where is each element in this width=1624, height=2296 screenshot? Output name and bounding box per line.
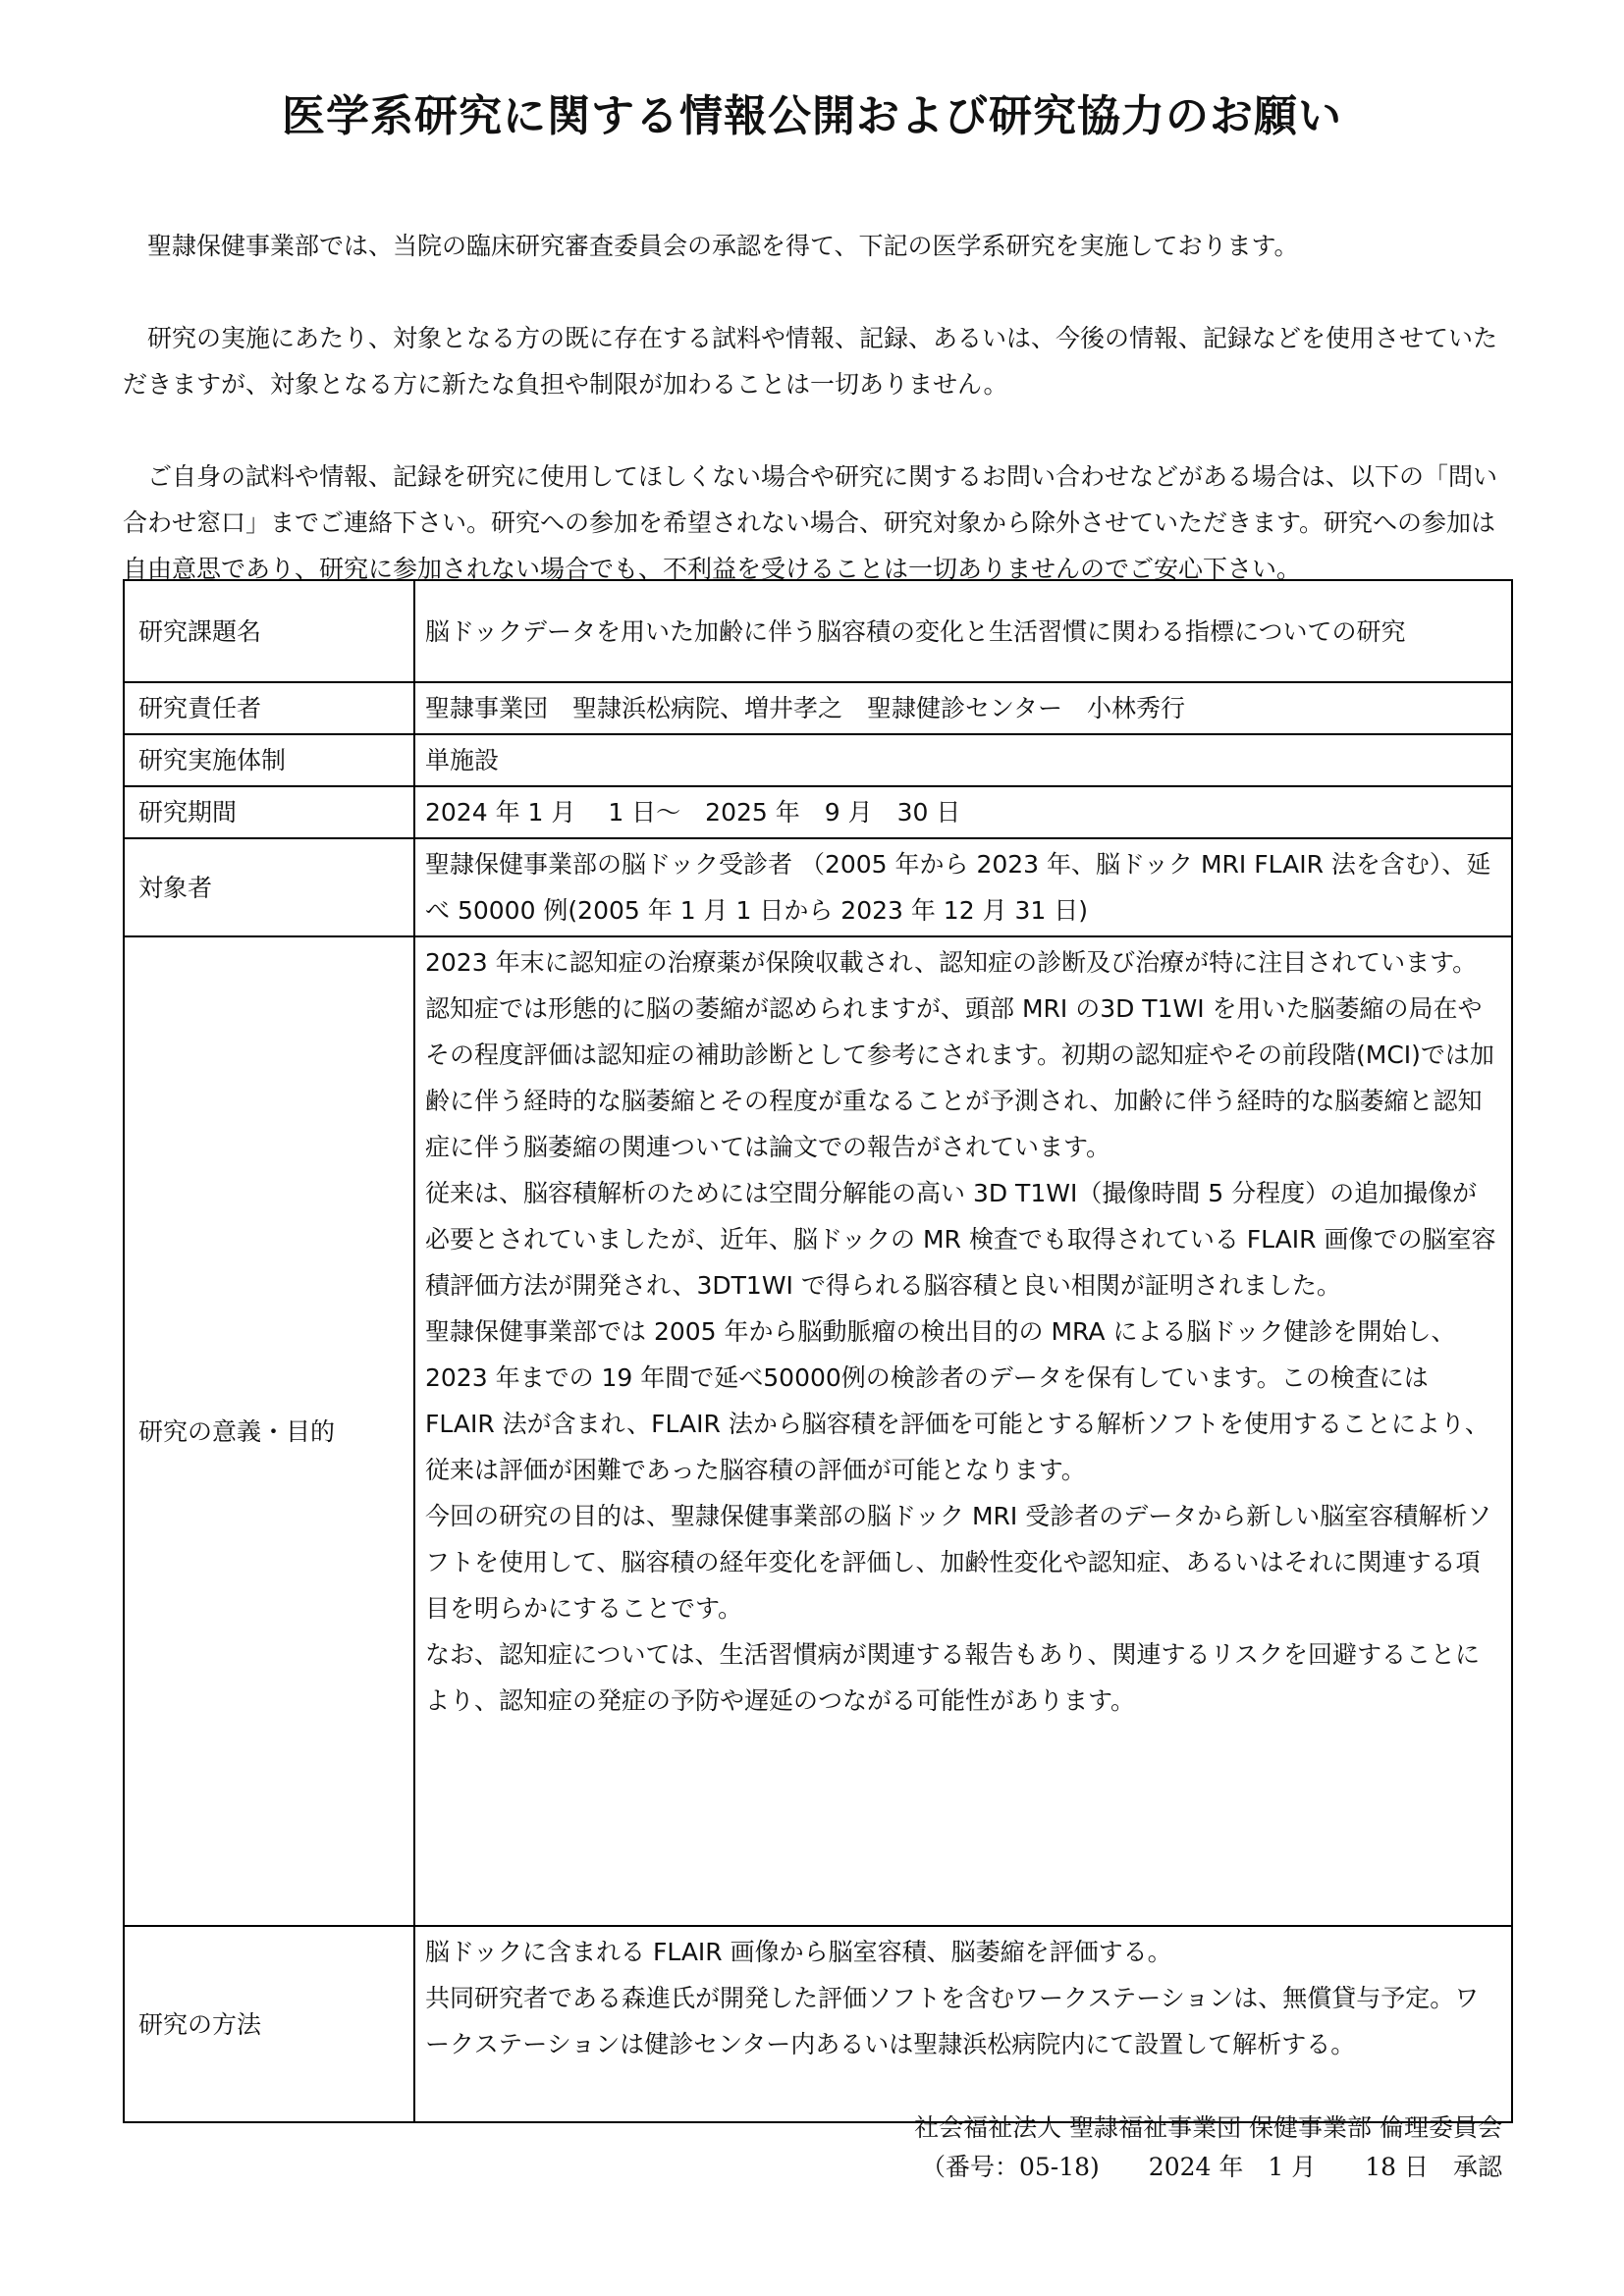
- period-label: 研究期間: [124, 786, 414, 838]
- footer-approval: （番号：05-18) 2024 年 1 月 18 日 承認: [920, 2153, 1502, 2181]
- structure-label: 研究実施体制: [124, 734, 414, 786]
- intro-text: [123, 177, 1507, 638]
- purpose-paragraph: 従来は、脳容積解析のためには空間分解能の高い 3D T1WI（撮像時間 5 分程度）の追加撮像が必要とされていましたが、近年、脳ドックの MR 検査でも取得されている FLAIR 画像での脳室容積評価方法が開発され、3DT1WI で得られる脳容積と良い相関が証明されました。: [425, 1179, 1496, 1300]
- pi-label: 研究責任者: [124, 682, 414, 734]
- study-info-table: [123, 579, 1513, 2123]
- table-row-method: [124, 1926, 1512, 2122]
- table-row-subjects: [124, 838, 1512, 936]
- method-value: [414, 1926, 1512, 2122]
- method-label: 研究の方法: [124, 1926, 414, 2122]
- table-row-period: [124, 786, 1512, 838]
- table-row-structure: [124, 734, 1512, 786]
- footer-organization: 社会福祉法人 聖隷福祉事業団 保健事業部 倫理委員会: [914, 2113, 1502, 2142]
- intro-paragraph: ご自身の試料や情報、記録を研究に使用してほしくない場合や研究に関するお問い合わせなどがある場合は、以下の「問い合わせ窓口」までご連絡下さい。研究への参加を希望されない場合、研究対象から除外させていただきます。研究への参加は自由意思であり、研究に参加されない場合でも、不利益を受けることは一切ありませんのでご安心下さい。: [123, 462, 1498, 583]
- purpose-label: 研究の意義・目的: [124, 936, 414, 1926]
- study-title-value: 脳ドックデータを用いた加齢に伴う脳容積の変化と生活習慣に関わる指標についての研究: [414, 580, 1512, 682]
- purpose-paragraph: 今回の研究の目的は、聖隷保健事業部の脳ドック MRI 受診者のデータから新しい脳室容積解析ソフトを使用して、脳容積の経年変化を評価し、加齢性変化や認知症、あるいはそれに関連する項目を明らかにすることです。: [425, 1502, 1492, 1623]
- method-paragraph: 共同研究者である森進氏が開発した評価ソフトを含むワークステーションは、無償貸与予定。ワークステーションは健診センター内あるいは聖隷浜松病院内にて設置して解析する。: [425, 1984, 1480, 2058]
- study-title-label: 研究課題名: [124, 580, 414, 682]
- method-paragraph: 脳ドックに含まれる FLAIR 画像から脳室容積、脳萎縮を評価する。: [425, 1938, 1172, 1966]
- table-row-title: [124, 580, 1512, 682]
- structure-value: 単施設: [414, 734, 1512, 786]
- footer: [914, 2109, 1502, 2187]
- subjects-value: 聖隷保健事業部の脳ドック受診者 （2005 年から 2023 年、脳ドック MRI FLAIR 法を含む）、延べ 50000 例(2005 年 1 月 1 日から 2023 年 12 月 31 日): [414, 838, 1512, 936]
- document-title: 医学系研究に関する情報公開および研究協力のお願い: [282, 91, 1342, 141]
- purpose-paragraph: 2023 年末に認知症の治療薬が保険収載され、認知症の診断及び治療が特に注目されています。認知症では形態的に脳の萎縮が認められますが、頭部 MRI の3D T1WI を用いた脳萎縮の局在やその程度評価は認知症の補助診断として参考にされます。初期の認知症やその前段階(MCI)では加齢に伴う経時的な脳萎縮とその程度が重なることが予測され、加齢に伴う経時的な脳萎縮と認知症に伴う脳萎縮の関連ついては論文での報告がされています。: [425, 948, 1494, 1161]
- purpose-paragraph: なお、認知症については、生活習慣病が関連する報告もあり、関連するリスクを回避することにより、認知症の発症の予防や遅延のつながる可能性があります。: [425, 1640, 1481, 1715]
- period-value: 2024 年 1 月 1 日～ 2025 年 9 月 30 日: [414, 786, 1512, 838]
- table-row-pi: [124, 682, 1512, 734]
- purpose-paragraph: 聖隷保健事業部では 2005 年から脳動脈瘤の検出目的の MRA による脳ドック健診を開始し、2023 年までの 19 年間で延べ50000例の検診者のデータを保有しています。この検査には FLAIR 法が含まれ、FLAIR 法から脳容積を評価を可能とする解析ソフトを使用することにより、従来は評価が困難であった脳容積の評価が可能となります。: [425, 1317, 1489, 1484]
- intro-paragraph: 聖隷保健事業部では、当院の臨床研究審査委員会の承認を得て、下記の医学系研究を実施しております。: [147, 232, 1299, 260]
- pi-value: 聖隷事業団 聖隷浜松病院、増井孝之 聖隷健診センター 小林秀行: [414, 682, 1512, 734]
- table-row-purpose: [124, 936, 1512, 1926]
- purpose-value: [414, 936, 1512, 1926]
- subjects-label: 対象者: [124, 838, 414, 936]
- intro-paragraph: 研究の実施にあたり、対象となる方の既に存在する試料や情報、記録、あるいは、今後の情報、記録などを使用させていただきますが、対象となる方に新たな負担や制限が加わることは一切ありません。: [123, 324, 1498, 399]
